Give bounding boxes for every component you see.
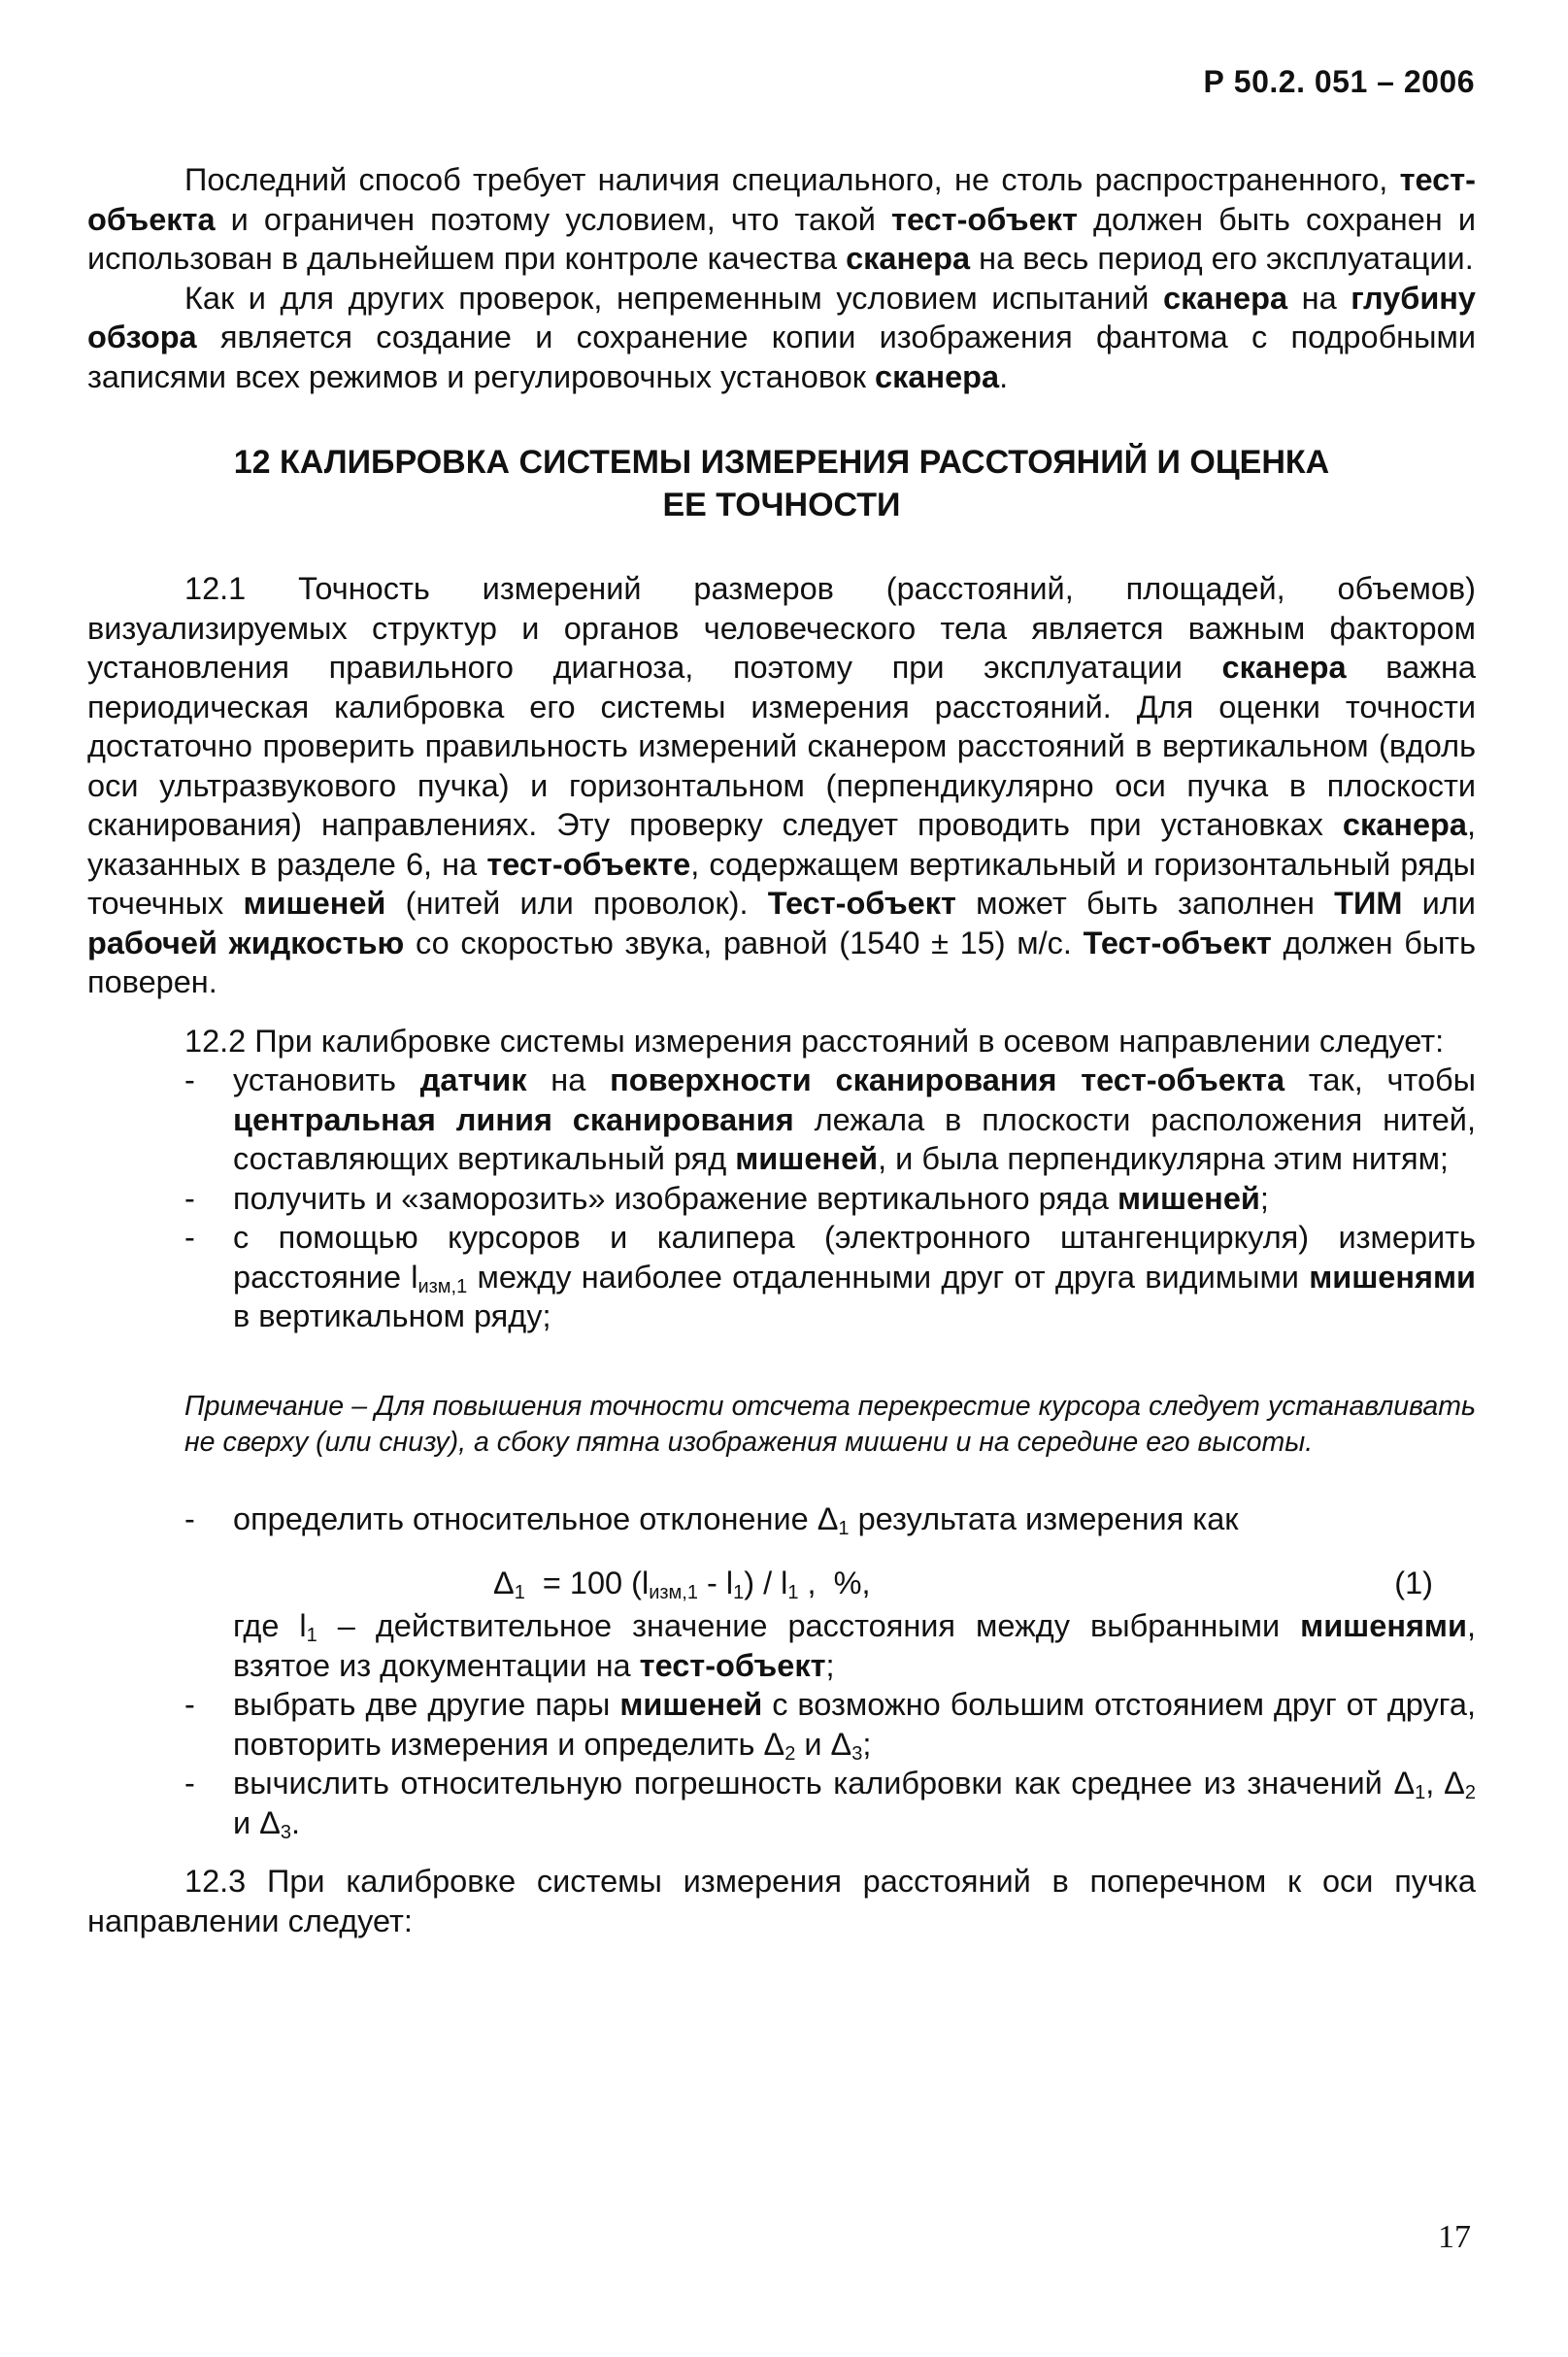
paragraph-depth-test: Как и для других проверок, непременным условием испытаний сканера на глубину обзора является создание и сохранение копии изображения фантома с подробными записями всех режимов и регулировочных установок сканера.: [87, 280, 1476, 394]
formula-1: [87, 1564, 1476, 1606]
calibration-steps-list: [87, 1685, 1476, 1842]
page-content: [87, 160, 1476, 1940]
section-heading-line-2: ЕЕ ТОЧНОСТИ: [662, 487, 901, 523]
page-number: 17: [1438, 2219, 1471, 2255]
formula-number: (1): [1394, 1566, 1433, 1600]
list-item: - вычислить относительную погрешность калибровки как среднее из значений $\Delta_1$, $\Delta_2$ и $\Delta_3$.: [184, 1766, 1476, 1843]
list-item: - установить датчик на поверхности сканирования тест-объекта так, чтобы центральная линия сканирования лежала в плоскости расположения нитей, составляющих вертикальный ряд мишеней, и была перпендикулярна этим нитям;: [184, 1062, 1476, 1176]
paragraph-12-3: 12.3 При калибровке системы измерения расстояний в поперечном к оси пучка направлении следует:: [87, 1864, 1476, 1938]
deviation-step-list: [87, 1499, 1476, 1539]
formula-expression: $\Delta_1 = 100$ $(l_{изм,1} - l_1) / l_1$ , %,: [493, 1566, 871, 1603]
section-heading-line-1: 12 КАЛИБРОВКА СИСТЕМЫ ИЗМЕРЕНИЯ РАССТОЯНИЙ И ОЦЕНКА: [233, 444, 1330, 481]
formula-explanation: где $l_1$ – действительное значение расстояния между выбранными мишенями, взятое из документации на тест-объект;: [233, 1608, 1476, 1683]
list-item: - выбрать две другие пары мишеней с возможно большим отстоянием друг от друга, повторить измерения и определить $\Delta_2$ и $\Delta_3$;: [184, 1687, 1476, 1765]
section-heading: [87, 441, 1476, 526]
paragraph-12-2: 12.2 При калибровке системы измерения расстояний в осевом направлении следует:: [184, 1023, 1445, 1059]
paragraph-12-1: 12.1 Точность измерений размеров (расстояний, площадей, объемов) визуализируемых структур и органов человеческого тела является важным фактором установления правильного диагноза, поэтому при эксплуатации сканера важна периодическая калибровка его системы измерения расстояний. Для оценки точности достаточно проверить правильность измерений сканером расстояний в вертикальном (вдоль оси ультразвукового пучка) и горизонтальном (перпендикулярно оси пучка в плоскости сканирования) направлениях. Эту проверку следует проводить при установках сканера, указанных в разделе 6, на тест-объекте, содержащем вертикальный и горизонтальный ряды точечных мишеней (нитей или проволок). Тест-объект может быть заполнен ТИМ или рабочей жидкостью со скоростью звука, равной (1540 ± 15) м/с. Тест-объект должен быть поверен.: [87, 571, 1477, 999]
document-code: Р 50.2. 051 – 2006: [1203, 64, 1475, 99]
axial-steps-list: [87, 1061, 1476, 1336]
paragraph-last-method: Последний способ требует наличия специального, не столь распространенного, тест-объекта и ограничен поэтому условием, что такой тест-объект должен быть сохранен и использован в дальнейшем при контроле качества сканера на весь период его эксплуатации.: [87, 162, 1477, 276]
list-item: - определить относительное отклонение $\Delta_1$ результата измерения как: [184, 1500, 1239, 1539]
list-item: - получить и «заморозить» изображение вертикального ряда мишеней;: [184, 1180, 1269, 1216]
note: Примечание – Для повышения точности отсчета перекрестие курсора следует устанавливать не сверху (или снизу), а сбоку пятна изображения мишени и на середине его высоты.: [184, 1390, 1476, 1458]
list-item: - с помощью курсоров и калипера (электронного штангенциркуля) измерить расстояние $l_{изм,1}$ между наиболее отдаленными друг от друга видимыми мишенями в вертикальном ряду;: [184, 1220, 1476, 1333]
